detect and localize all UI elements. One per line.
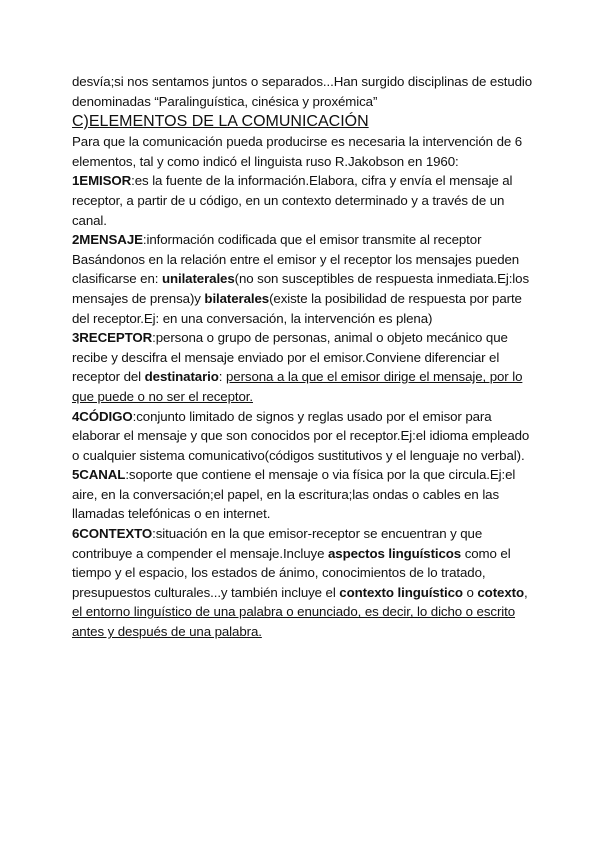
- codigo-term: 4CÓDIGO: [72, 408, 133, 424]
- emisor-paragraph: [72, 171, 540, 230]
- mensaje-bold-bilaterales: bilaterales: [204, 290, 270, 306]
- intro-text: desvía;si nos sentamos juntos o separados...Han surgido disciplinas de estudio denominadas “Paralinguística, cinésica y proxémica”: [72, 74, 533, 109]
- contexto-text-3: o: [462, 584, 478, 600]
- section-heading: [72, 111, 540, 132]
- receptor-term: 3RECEPTOR: [72, 330, 153, 346]
- receptor-text-1: :persona o grupo de personas, animal o objeto mecánico que recibe y descifra el mensaje enviado por el emisor.Conviene diferenciar el receptor del: [72, 330, 508, 385]
- canal-term: 5CANAL: [72, 467, 126, 483]
- section-heading-text: C)ELEMENTOS DE LA COMUNICACIÓN: [72, 113, 369, 131]
- lead-paragraph: [72, 132, 540, 171]
- mensaje-term: 2MENSAJE: [72, 232, 143, 248]
- mensaje-bold-unilaterales: unilaterales: [161, 271, 235, 287]
- codigo-paragraph: [72, 407, 540, 466]
- receptor-paragraph: [72, 328, 540, 406]
- canal-text: :soporte que contiene el mensaje o via física por la que circula.Ej:el aire, en la conversación;el papel, en la escritura;las ondas o cables en las llamadas telefónicas o en internet.: [72, 467, 516, 522]
- contexto-text-1: :situación en la que emisor-receptor se encuentran y que contribuye a compender el mensaje.Incluye: [72, 526, 483, 561]
- contexto-bold-aspectos: aspectos linguísticos: [327, 545, 462, 561]
- contexto-underlined-definition: el entorno linguístico de una palabra o enunciado, es decir, lo dicho o escrito antes y después de una palabra.: [72, 604, 516, 640]
- lead-text: Para que la comunicación pueda producirse es necesaria la intervención de 6 elementos, tal y como indicó el linguista ruso R.Jakobson en 1960:: [72, 134, 523, 169]
- receptor-text-2: :: [218, 369, 226, 385]
- mensaje-text-1: :información codificada que el emisor transmite al receptor Basándonos en la relación entre el emisor y el receptor los mensajes pueden clasificarse en:: [72, 232, 520, 287]
- contexto-term: 6CONTEXTO: [72, 526, 153, 542]
- canal-paragraph: [72, 465, 540, 524]
- intro-paragraph: [72, 72, 540, 111]
- mensaje-text-3: (existe la posibilidad de respuesta por parte del receptor.Ej: en una conversación, la intervención es plena): [72, 290, 522, 326]
- receptor-bold-destinatario: destinatario: [144, 369, 219, 385]
- codigo-text: :conjunto limitado de signos y reglas usado por el emisor para elaborar el mensaje y que son conocidos por el receptor.Ej:el idioma empleado o cualquier sistema comunicativo(códigos sustitutivos y el lenguaje no verbal).: [72, 408, 530, 463]
- mensaje-paragraph: [72, 230, 540, 328]
- contexto-paragraph: [72, 524, 540, 642]
- document-body: [72, 72, 540, 642]
- contexto-text-2: como el tiempo y el espacio, los estados de ánimo, conocimientos de lo tratado, presupuestos culturales...y también incluye el: [72, 545, 511, 600]
- contexto-bold-cotexto: cotexto: [477, 584, 524, 600]
- contexto-text-4: ,: [523, 584, 528, 600]
- receptor-underlined-definition: persona a la que el emisor dirige el mensaje, por lo que puede o no ser el receptor.: [72, 369, 523, 404]
- mensaje-text-2: (no son susceptibles de respuesta inmediata.Ej:los mensajes de prensa)y: [72, 271, 530, 306]
- contexto-bold-contexto-linguistico: contexto linguístico: [339, 584, 463, 600]
- emisor-text: :es la fuente de la información.Elabora, cifra y envía el mensaje al receptor, a partir de u código, en un contexto determinado y a través de un canal.: [72, 173, 513, 228]
- emisor-term: 1EMISOR: [72, 173, 132, 189]
